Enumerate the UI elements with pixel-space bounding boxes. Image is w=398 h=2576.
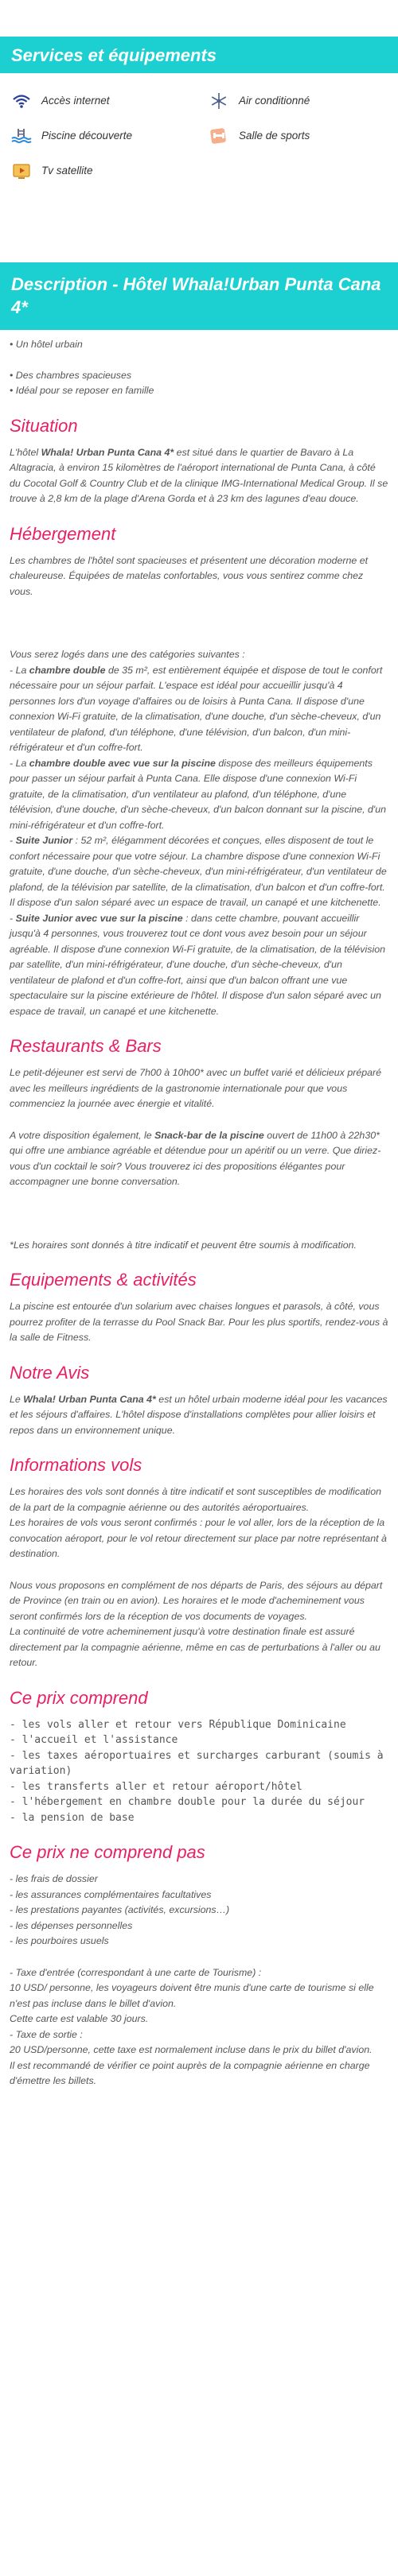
tax-line: Cette carte est valable 30 jours. bbox=[10, 2013, 149, 2024]
dumbbell-icon bbox=[207, 126, 231, 146]
vols-text: Les horaires des vols sont donnés à titre indicatif et sont susceptibles de modification de la part de la compagnie aérienne ou des autorités aéroportuaires. bbox=[10, 1486, 381, 1513]
tv-icon bbox=[10, 161, 33, 181]
room-item: - Suite Junior : 52 m², élégamment décorées et conçues, elles disposent de tout le confort nécessaire pour que votre séjour. La chambre dispose d'une connexion Wi-Fi gratuite, d'une douche, d'un sèche-cheveux, d'un mini-réfrigérateur, d'un ventilateur de plafond, de la télévision par satellite, de la climatisation, d'un balcon et d'un coffre-fort. Il dispose d'un salon séparé avec un espace de travail, un canapé et une kitchenette. bbox=[10, 835, 387, 908]
vols-title: Informations vols bbox=[10, 1455, 142, 1475]
activites-title: Equipements & activités bbox=[10, 1270, 197, 1290]
comprend-list bbox=[10, 1717, 388, 1826]
equip-label: Accès internet bbox=[41, 95, 110, 107]
tax-line: 20 USD/personne, cette taxe est normalement incluse dans le prix du billet d'avion. bbox=[10, 2044, 373, 2055]
situation-text: L'hôtel Whala! Urban Punta Cana 4* est situé dans le quartier de Bavaro à La Altagracia, à environ 15 kilomètres de l'aéroport international de Punta Cana, à côté du Cocotal Golf & Country Club et de la clinique IMG-International Medical Group. Il se trouve à 2,8 km de la plage d'Arena Gorda et à 23 km des lagunes d'eau douce. bbox=[10, 446, 388, 504]
page bbox=[0, 37, 398, 2089]
restaurants-text: Le petit-déjeuner est servi de 7h00 à 10h00* avec un buffet varié et délicieux préparé avec les meilleurs ingrédients de la gastronomie internationale pour que vous commenciez la journée avec énergie et vitalité. bbox=[10, 1067, 382, 1109]
pool-icon bbox=[10, 126, 33, 146]
avis-title: Notre Avis bbox=[10, 1362, 90, 1383]
list-item: - les dépenses personnelles bbox=[10, 1919, 133, 1931]
tax-line: - Taxe d'entrée (correspondant à une carte de Tourisme) : bbox=[10, 1966, 262, 1978]
equip-item-internet bbox=[10, 90, 201, 112]
list-item: - les prestations payantes (activités, excursions…) bbox=[10, 1904, 230, 1915]
list-item: - l'accueil et l'assistance bbox=[10, 1734, 178, 1746]
snowflake-icon bbox=[207, 91, 231, 111]
equip-label: Air conditionné bbox=[239, 95, 310, 107]
tax-line: - Taxe de sortie : bbox=[10, 2028, 83, 2040]
list-item: • Un hôtel urbain bbox=[10, 339, 83, 350]
hebergement-intro: Les chambres de l'hôtel sont spacieuses et présentent une décoration moderne et chaleureuse. Équipées de matelas confortables, vous vous sentirez comme chez vous. bbox=[10, 554, 369, 597]
equip-label: Salle de sports bbox=[239, 130, 310, 142]
taxes-info bbox=[10, 1965, 388, 2089]
restaurants-snack: A votre disposition également, le Snack-bar de la piscine ouvert de 11h00 à 22h30* qui offre une ambiance agréable et détendue pour un apéritif ou un verre. Que diriez-vous d'un cocktail le soir? Vous trouverez ici des propositions élégantes pour accompagner une bonne conversation. bbox=[10, 1129, 381, 1187]
list-item: - l'hébergement en chambre double pour la durée du séjour bbox=[10, 1796, 365, 1808]
comprend-title: Ce prix comprend bbox=[10, 1687, 148, 1708]
list-item: - les pourboires usuels bbox=[10, 1935, 109, 1946]
list-item: - les assurances complémentaires facultatives bbox=[10, 1888, 212, 1900]
room-item: - La chambre double de 35 m², est entièrement équipée et dispose de tout le confort nécessaire pour un séjour parfait. L'espace est idéal pour accueillir jusqu'à 4 personnes lors d'un voyage d'affaires ou de loisirs à Punta Cana. Il dispose d'une connexion Wi-Fi gratuite, de la climatisation, d'une douche, d'un sèche-cheveux, d'un ventilateur de plafond, d'un téléphone, d'une télévision, d'un balcon, d'un mini-réfrigérateur et d'un coffre-fort. bbox=[10, 664, 383, 753]
room-item: - La chambre double avec vue sur la piscine dispose des meilleurs équipements pour passer un séjour parfait à Punta Cana. Elle dispose d'une connexion Wi-Fi gratuite, de la climatisation, d'un ventilateur au plafond, d'un téléphone, d'une télévision, d'une douche, d'un sèche-cheveux, d'un balcon donnant sur la piscine, d'un mini-réfrigérateur et d'un coffre-fort. bbox=[10, 757, 387, 831]
tax-line: 10 USD/ personne, les voyageurs doivent être munis d'une carte de tourisme si elle n'est pas incluse dans le billet d'avion. bbox=[10, 1982, 374, 2009]
equip-item-tv bbox=[10, 160, 201, 182]
restaurants-title: Restaurants & Bars bbox=[10, 1036, 162, 1056]
list-item: - les taxes aéroportuaires et surcharges carburant (soumis à variation) bbox=[10, 1749, 384, 1777]
description-title: Description - Hôtel Whala!Urban Punta Cana 4* bbox=[0, 262, 398, 330]
ne-comprend-list bbox=[10, 1872, 388, 1949]
restaurants-note: *Les horaires sont donnés à titre indicatif et peuvent être soumis à modification. bbox=[10, 1239, 357, 1251]
equipements-title: Services et équipements bbox=[0, 37, 398, 73]
content bbox=[0, 337, 398, 2089]
list-item: - la pension de base bbox=[10, 1811, 135, 1824]
situation-title: Situation bbox=[10, 415, 78, 436]
vols-text: La continuité de votre acheminement jusqu'à votre destination finale est assuré directement par la compagnie aérienne, même en cas de perturbations à l'aller ou au retour. bbox=[10, 1626, 380, 1668]
room-item: - Suite Junior avec vue sur la piscine : dans cette chambre, pouvant accueillir jusqu'à 4 personnes, vous trouverez tout ce dont vous avez besoin pour un séjour agréable. Il dispose d'une connexion Wi-Fi gratuite, de la climatisation, de la télévision par satellite, d'un mini-réfrigérateur, d'une douche, d'un sèche-cheveux, d'un ventilateur de plafond et d'un coffre-fort, ainsi que d'un balcon offrant une vue spectaculaire sur la piscine extérieure de l'hôtel. Il dispose d'un salon séparé avec un espace de travail, un canapé et une kitchenette. bbox=[10, 912, 385, 1017]
equip-item-sport bbox=[201, 125, 392, 147]
list-item: • Idéal pour se reposer en famille bbox=[10, 385, 154, 396]
equip-item-piscine bbox=[10, 125, 201, 147]
equipements-list bbox=[0, 73, 398, 262]
vols-text: Nous vous proposons en complément de nos départs de Paris, des séjours au départ de Province (en train ou en avion). Les horaires et le mode d'acheminement vous seront confirmés lors de la réception de vos documents de voyages. bbox=[10, 1579, 383, 1622]
tax-line: Il est recommandé de vérifier ce point auprès de la compagnie aérienne en charge d'émettre les billets. bbox=[10, 2059, 370, 2086]
list-item: - les transferts aller et retour aéroport/hôtel bbox=[10, 1780, 302, 1793]
list-item: • Des chambres spacieuses bbox=[10, 369, 132, 381]
avis-text: Le Whala! Urban Punta Cana 4* est un hôtel urbain moderne idéal pour les vacances et les séjours d'affaires. L'hôtel dispose d'installations complètes pour allier loisirs et repos dans un environnement unique. bbox=[10, 1393, 388, 1436]
description-bullets bbox=[10, 337, 388, 399]
list-item: - les frais de dossier bbox=[10, 1873, 98, 1884]
vols-text: Les horaires de vols vous seront confirmés : pour le vol aller, lors de la réception de la convocation aéroport, pour le vol retour directement sur place par notre représentant à destination. bbox=[10, 1517, 387, 1559]
list-item: - les vols aller et retour vers République Dominicaine bbox=[10, 1718, 346, 1731]
wifi-icon bbox=[10, 91, 33, 111]
hebergement-title: Hébergement bbox=[10, 523, 116, 544]
ne-comprend-title: Ce prix ne comprend pas bbox=[10, 1842, 205, 1862]
activites-text: La piscine est entourée d'un solarium avec chaises longues et parasols, à côté, vous pourrez profiter de la terrasse du Pool Snack Bar. Pour les plus sportifs, rendez-vous à la salle de Fitness. bbox=[10, 1301, 388, 1343]
equip-label: Piscine découverte bbox=[41, 130, 133, 142]
equip-item-air bbox=[201, 90, 392, 112]
equip-label: Tv satellite bbox=[41, 165, 93, 177]
hebergement-lead: Vous serez logés dans une des catégories suivantes : bbox=[10, 649, 245, 660]
